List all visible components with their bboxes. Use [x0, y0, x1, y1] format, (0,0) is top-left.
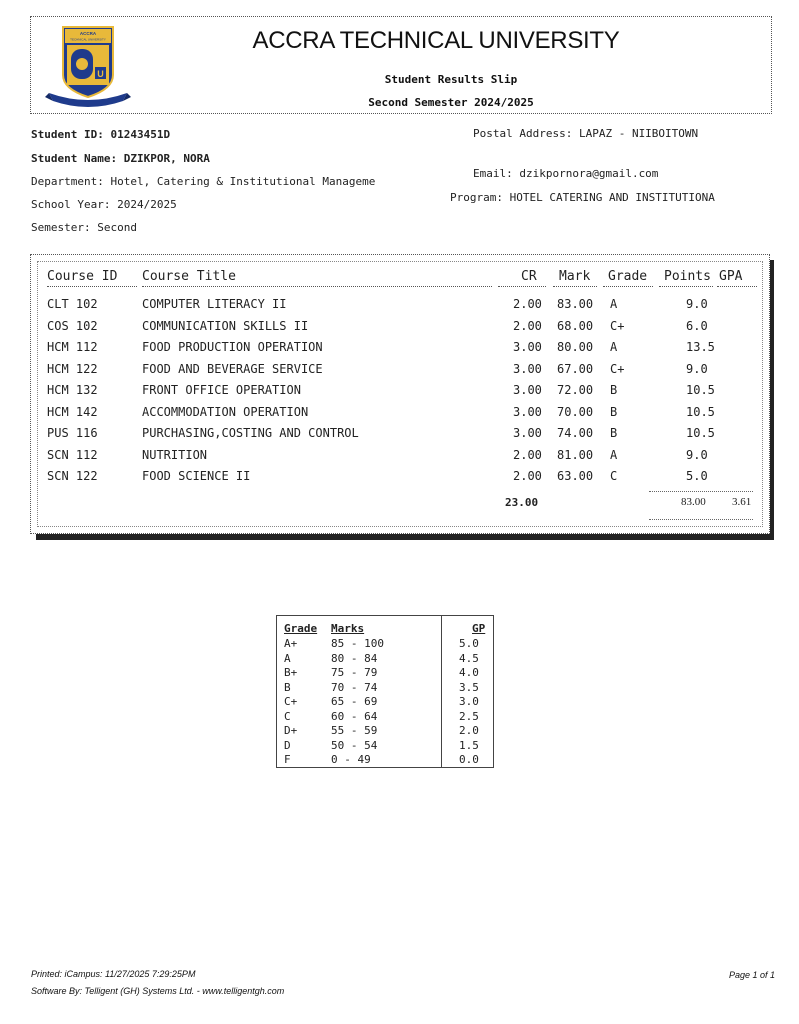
school-year: School Year: 2024/2025 — [31, 198, 177, 211]
header-underline — [553, 286, 597, 287]
cell-points: 13.5 — [686, 340, 715, 354]
cell-course-title: FOOD SCIENCE II — [142, 469, 251, 483]
cell-mark: 68.00 — [557, 318, 594, 333]
scale-marks: 75 - 79 — [331, 666, 378, 679]
scale-gp: 5.0 — [459, 637, 479, 650]
scale-header-marks: Marks — [331, 622, 365, 635]
scale-grade: A — [284, 651, 291, 665]
header-underline — [47, 286, 137, 287]
results-table — [30, 254, 770, 534]
software-credit: Software By: Telligent (GH) Systems Ltd. - www.telligentgh.com — [31, 986, 285, 996]
scale-grade: D+ — [284, 724, 298, 737]
cell-course-id: CLT 102 — [47, 297, 98, 311]
cell-mark: 72.00 — [557, 383, 594, 397]
cell-grade: C — [610, 469, 618, 483]
student-id — [31, 128, 170, 141]
cell-grade: B — [610, 383, 618, 397]
gpa-value: 3.61 — [732, 496, 752, 508]
department: Department: Hotel, Catering & Institutional Manageme — [31, 175, 376, 188]
student-id-value: 01243451D — [110, 128, 171, 141]
header-points: Points — [664, 269, 711, 284]
cell-course-id: HCM 132 — [47, 383, 98, 397]
cell-mark: 70.00 — [557, 404, 594, 419]
header-underline — [659, 286, 713, 287]
cell-cr: 2.00 — [513, 297, 542, 311]
cell-points: 9.0 — [686, 297, 708, 311]
student-id-label: Student ID: — [31, 128, 104, 141]
cell-cr: 3.00 — [513, 426, 542, 440]
semester: Semester: Second — [31, 221, 137, 234]
student-name-label: Student Name: — [31, 152, 118, 165]
cell-cr: 3.00 — [513, 383, 542, 397]
student-name — [31, 152, 210, 165]
cell-course-title: FOOD AND BEVERAGE SERVICE — [142, 361, 323, 376]
program: Program: HOTEL CATERING AND INSTITUTIONA — [450, 191, 715, 204]
total-credits: 23.00 — [505, 496, 539, 509]
crest-text-sub: TECHNICAL UNIVERSITY — [70, 37, 106, 42]
scale-marks: 80 - 84 — [331, 651, 378, 665]
scale-gp: 4.0 — [459, 666, 479, 679]
header-course-title: Course Title — [142, 269, 236, 284]
scale-gp: 3.5 — [459, 680, 479, 694]
semester-title: Second Semester 2024/2025 — [368, 96, 534, 109]
cell-cr: 3.00 — [513, 340, 542, 354]
cell-course-title: PURCHASING,COSTING AND CONTROL — [142, 426, 359, 440]
cell-points: 10.5 — [686, 426, 715, 440]
sum-line — [649, 519, 753, 520]
cell-mark: 83.00 — [557, 297, 594, 311]
header-mark: Mark — [559, 269, 591, 284]
cell-cr: 2.00 — [513, 318, 542, 333]
cell-mark: 74.00 — [557, 426, 594, 440]
scale-grade: B+ — [284, 666, 298, 679]
header-gpa: GPA — [719, 269, 743, 284]
cell-course-title: FRONT OFFICE OPERATION — [142, 383, 301, 397]
cell-course-id: SCN 122 — [47, 469, 98, 483]
cell-course-id: COS 102 — [47, 318, 98, 333]
cell-points: 9.0 — [686, 361, 708, 376]
scale-marks: 60 - 64 — [331, 709, 378, 723]
scale-gp: 2.5 — [459, 709, 479, 723]
cell-mark: 67.00 — [557, 361, 594, 376]
cell-course-id: HCM 142 — [47, 404, 98, 419]
scale-gp: 2.0 — [459, 724, 479, 737]
scale-header-gp: GP — [472, 622, 486, 635]
cell-cr: 3.00 — [513, 404, 542, 419]
cell-mark: 81.00 — [557, 447, 594, 462]
cell-course-title: ACCOMMODATION OPERATION — [142, 404, 309, 419]
scale-grade: D — [284, 738, 291, 752]
cell-course-id: PUS 116 — [47, 426, 98, 440]
cell-points: 5.0 — [686, 469, 708, 483]
cell-cr: 2.00 — [513, 447, 542, 462]
cell-grade: C+ — [610, 318, 625, 333]
scale-marks: 50 - 54 — [331, 738, 378, 752]
crest-text-top: ACCRA — [79, 31, 97, 36]
university-crest-icon — [45, 23, 131, 107]
svg-text:U: U — [97, 69, 104, 79]
scale-gp: 0.0 — [459, 753, 479, 766]
header-underline — [498, 286, 546, 287]
cell-cr: 3.00 — [513, 361, 542, 376]
slip-title: Student Results Slip — [384, 73, 518, 86]
cell-grade: A — [610, 297, 618, 311]
cell-course-id: SCN 112 — [47, 447, 98, 462]
scale-gp: 3.0 — [459, 695, 479, 708]
cell-course-title: FOOD PRODUCTION OPERATION — [142, 340, 323, 354]
cell-points: 6.0 — [686, 318, 708, 333]
cell-course-title: COMMUNICATION SKILLS II — [142, 318, 309, 333]
scale-grade: F — [284, 753, 291, 766]
printed-info: Printed: iCampus: 11/27/2025 7:29:25PM — [31, 969, 196, 979]
scale-grade: C — [284, 709, 291, 723]
header-grade: Grade — [608, 269, 648, 284]
student-name-value: DZIKPOR, NORA — [123, 152, 210, 165]
scale-marks: 55 - 59 — [331, 724, 378, 737]
cell-grade: B — [610, 426, 618, 440]
email: Email: dzikpornora@gmail.com — [473, 167, 659, 180]
grade-scale-table — [276, 615, 494, 768]
header-box — [30, 16, 772, 114]
cell-course-title: COMPUTER LITERACY II — [142, 297, 287, 311]
scale-marks: 85 - 100 — [331, 637, 384, 650]
cell-course-id: HCM 122 — [47, 361, 98, 376]
cell-course-id: HCM 112 — [47, 340, 98, 354]
cell-course-title: NUTRITION — [142, 447, 208, 462]
cell-grade: C+ — [610, 361, 625, 376]
cell-grade: A — [610, 447, 618, 462]
sum-line — [649, 491, 753, 492]
cell-points: 10.5 — [686, 383, 715, 397]
cell-grade: A — [610, 340, 618, 354]
scale-header-grade: Grade — [284, 622, 318, 635]
header-cr: CR — [521, 269, 537, 284]
total-points: 83.00 — [681, 496, 706, 508]
header-underline — [717, 286, 757, 287]
cell-grade: B — [610, 404, 618, 419]
page-number: Page 1 of 1 — [729, 970, 776, 980]
header-underline — [142, 286, 492, 287]
scale-gp: 4.5 — [459, 651, 479, 665]
scale-grade: B — [284, 680, 291, 694]
postal-address: Postal Address: LAPAZ - NIIBOITOWN — [473, 127, 699, 140]
header-course-id: Course ID — [47, 269, 118, 284]
scale-marks: 70 - 74 — [331, 680, 378, 694]
scale-gp: 1.5 — [459, 738, 479, 752]
scale-marks: 65 - 69 — [331, 695, 378, 708]
cell-mark: 80.00 — [557, 340, 594, 354]
scale-marks: 0 - 49 — [331, 753, 371, 766]
scale-grade: C+ — [284, 695, 298, 708]
scale-grade: A+ — [284, 637, 298, 650]
scale-divider — [441, 616, 442, 767]
cell-cr: 2.00 — [513, 469, 542, 483]
university-name: ACCRA TECHNICAL UNIVERSITY — [252, 27, 620, 54]
header-underline — [603, 286, 653, 287]
cell-points: 9.0 — [686, 447, 708, 462]
cell-points: 10.5 — [686, 404, 715, 419]
cell-mark: 63.00 — [557, 469, 594, 483]
